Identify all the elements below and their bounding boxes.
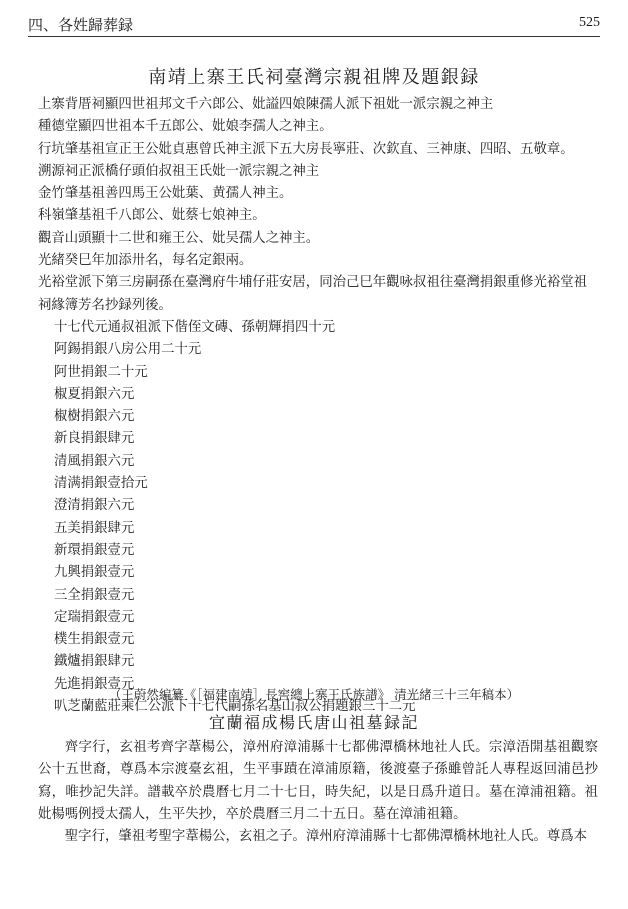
donor-line: 十七代元通叔祖派下偕侄文磚、孫朝輝捐四十元 <box>54 319 336 335</box>
donor-line: 阿錫捐銀八房公用二十元 <box>54 342 202 358</box>
donor-line: 椒樹捐銀六元 <box>54 409 135 425</box>
text-line: 溯源祠正派橋仔頭伯叔祖王氏妣一派宗親之神主 <box>38 163 320 179</box>
text-line: 觀音山頭顯十二世和雍王公、妣吴孺人之神主。 <box>38 230 320 246</box>
donor-line: 叭芝蘭藍莊乘仁公派下十七代嗣孫名基山叔公捐題銀三十二元 <box>54 699 416 715</box>
donor-line: 新環捐銀壹元 <box>54 542 135 558</box>
donor-line: 新良捐銀肆元 <box>54 431 135 447</box>
article-body-2 <box>38 737 598 848</box>
donor-line: 鐵爐捐銀肆元 <box>54 654 135 670</box>
article-body <box>38 94 598 718</box>
donor-line: 清满捐銀壹拾元 <box>54 476 148 492</box>
donor-line: 樸生捐銀壹元 <box>54 632 135 648</box>
donor-line: 阿世捐銀二十元 <box>54 364 148 380</box>
text-line: 金竹肇基祖善四馬王公妣葉、黄孺人神主。 <box>38 186 293 202</box>
page-header <box>28 10 600 37</box>
text-line: 上寨背厝祠顯四世祖邦文千六郎公、妣謚四娘陳孺人派下祖妣一派宗親之神主 <box>38 97 494 112</box>
donor-line: 定瑞捐銀壹元 <box>54 609 135 625</box>
source-citation: （王蔚然編纂《［福建南靖］長窖總上寨王氏族譜》 清光緒三十三年稿本） <box>108 687 520 702</box>
article-title: 南靖上寨王氏祠臺灣宗親祖牌及題銀録 <box>148 67 480 88</box>
paragraph: 齊字行，玄祖考齊字葦楊公，漳州府漳浦縣十七都佛潭橋林地社人氏。宗漳浯開基祖觀察公十五世裔，尊爲本宗渡臺玄祖，生平事蹟在漳浦原籍，後渡臺子孫雖曾託人專程返回浦邑抄寫，唯抄記失詳。譜載卒於農曆七月二十七日，時失紀，以是日爲升道日。墓在漳浦祖籍。祖妣楊嗎例授太孺人，生平失抄，卒於農曆三月二十五日。墓在漳浦祖籍。 <box>38 740 598 822</box>
text-line: 科嶺肇基祖千八郎公、妣蔡七娘神主。 <box>38 208 266 224</box>
text-line: 行坑肇基祖宣正王公妣貞惠曾氏神主派下五大房長寧莊、次欽直、三神康、四昭、五敬章。 <box>38 141 574 157</box>
section-title: 四、各姓歸葬録 <box>28 16 134 34</box>
donor-line: 三全捐銀壹元 <box>54 587 135 603</box>
donor-line: 澄清捐銀六元 <box>54 498 135 514</box>
page-number: 525 <box>579 15 600 30</box>
article-title-2: 宜蘭福成楊氏唐山祖墓録記 <box>208 713 419 732</box>
donor-line: 先進捐銀壹元 <box>54 676 135 692</box>
donor-line: 九興捐銀壹元 <box>54 565 135 581</box>
donor-line: 椒夏捐銀六元 <box>54 386 135 402</box>
paragraph: 光裕堂派下第三房嗣孫在臺灣府牛埔仔莊安居，同治己巳年觀咏叔祖往臺灣捐銀重修光裕堂祖祠緣簿芳名抄録列後。 <box>38 275 588 313</box>
text-line: 種德堂顯四世祖本千五郎公、妣娘李孺人之神主。 <box>38 119 333 135</box>
paragraph: 聖字行，肇祖考聖字葦楊公，玄祖之子。漳州府漳浦縣十七都佛潭橋林地社人氏。尊爲本 <box>64 829 588 845</box>
donor-line: 清風捐銀六元 <box>54 453 135 469</box>
text-line: 光緒癸巳年加添卅名，每名定銀兩。 <box>38 253 253 269</box>
donor-line: 五美捐銀肆元 <box>54 520 135 536</box>
